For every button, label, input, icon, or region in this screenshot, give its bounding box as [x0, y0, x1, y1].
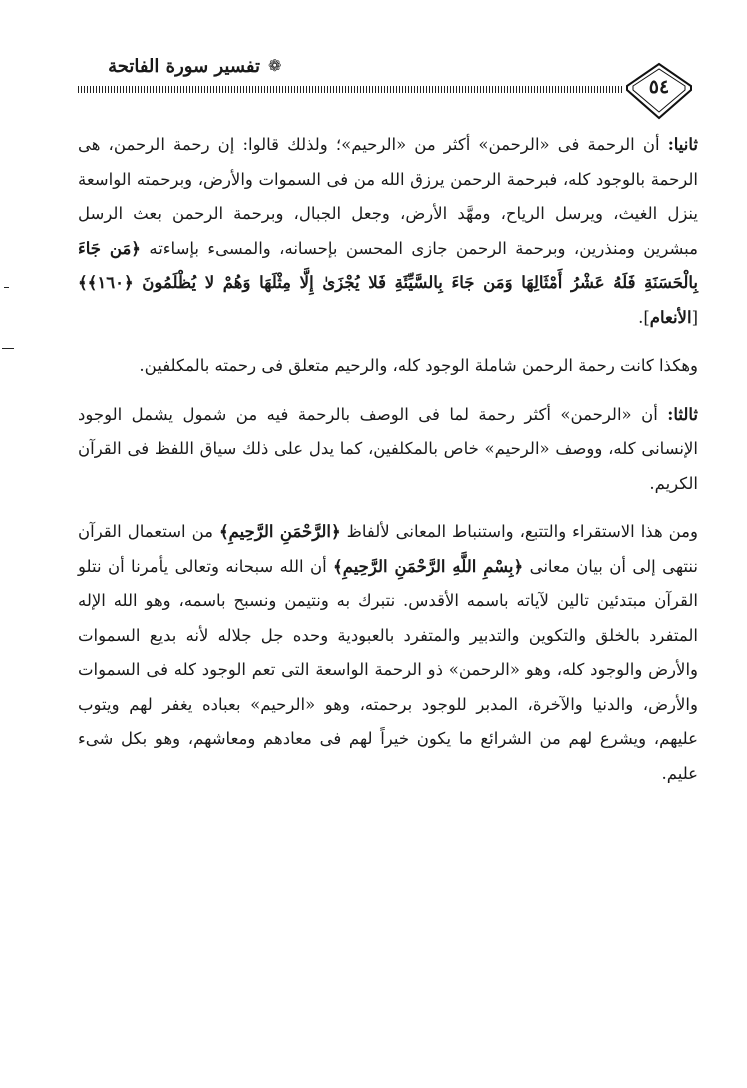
quran-verse: ﴿مَن جَاءَ بِالْحَسَنَةِ فَلَهُ عَشْرُ أَمْثَالِهَا وَمَن جَاءَ بِالسَّيِّئَةِ فَلا يُجْزَىٰ إِلَّا مِثْلَهَا وَهُمْ لا يُظْلَمُونَ ﴿١٦٠﴾﴾ — [78, 238, 698, 292]
page-number-badge — [623, 62, 695, 122]
paragraph-text: أن الله سبحانه وتعالى يأمرنا أن نتلو القرآن مبتدئين تالين لآياته باسمه الأقدس. نتبرك به ونتيمن ونسبح باسمه، وهو الله الإله المتفرد بالخلق والتكوين والتدبير والمتفرد بالعبودية وحده جل جلاله لأنه بديع السموات والأرض والوجود كله، وهو «الرحمن» ذو الرحمة الواسعة التى تعم الوجود كله فى السموات والأرض، والدنيا والآخرة، المدبر للوجود برحمته، وهو «الرحيم» بعباده يغفر لهم ويتوب عليهم، ويشرع لهم من الشرائع ما يكون خيراً لهم فى معادهم ومعاشهم، وهو بكل شىء عليم. — [78, 556, 698, 783]
paragraph-text: وهكذا كانت رحمة الرحمن شاملة الوجود كله، والرحيم متعلق فى رحمته بالمكلفين. — [139, 356, 698, 375]
paragraph-text: من استعمال القرآن ننتهى إلى أن بيان معانى — [78, 522, 698, 576]
paragraph-third-point — [78, 398, 698, 502]
page-number: ٥٤ — [648, 76, 670, 98]
flower-ornament-icon: ❁ — [268, 56, 282, 75]
paragraph-text: ومن هذا الاستقراء والتتبع، واستنباط المعانى لألفاظ — [340, 522, 698, 541]
page-header — [0, 0, 747, 140]
surah-reference: الأنعام — [649, 307, 692, 327]
bracket-close: ]. — [638, 307, 650, 327]
quran-phrase: ﴿الرَّحْمَنِ الرَّحِيمِ﴾ — [218, 522, 341, 541]
basmala-phrase: ﴿بِسْمِ اللَّهِ الرَّحْمَنِ الرَّحِيمِ﴾ — [333, 556, 524, 576]
paragraph-text: أن الرحمة فى «الرحمن» أكثر من «الرحيم»؛ ولذلك قالوا: إن رحمة الرحمن، هى الرحمة بالوجود كله، فبرحمة الرحمن يرزق الله من فى السموات والأرض، وبرحمته الواسعة ينزل الغيث، ويرسل الرياح، ومهَّد الأرض، وجعل الجبال، وبرحمة الرحمن بعث الرسل مبشرين ومنذرين، وبرحمة الرحمن جازى المحسن بإحسانه، والمسىء بإساءته — [78, 135, 698, 258]
paragraph-lead: ثالثا: — [667, 404, 698, 424]
margin-mark — [2, 348, 14, 349]
page-body — [78, 128, 698, 805]
margin-mark — [4, 287, 9, 288]
paragraph-second-point — [78, 128, 698, 335]
paragraph-conclusion — [78, 515, 698, 791]
paragraph-text: أن «الرحمن» أكثر رحمة لما فى الوصف بالرحمة فيه من شمول يشمل الوجود الإنسانى كله، ووصف «الرحيم» خاص بالمكلفين، كما يدل على ذلك سياق اللفظ فى القرآن الكريم. — [78, 404, 698, 493]
paragraph-summary — [78, 349, 698, 384]
running-title: تفسير سورة الفاتحة — [108, 56, 260, 77]
paragraph-lead: ثانيا: — [667, 135, 698, 154]
header-rule — [78, 86, 623, 93]
bracket-open: [ — [691, 307, 698, 327]
